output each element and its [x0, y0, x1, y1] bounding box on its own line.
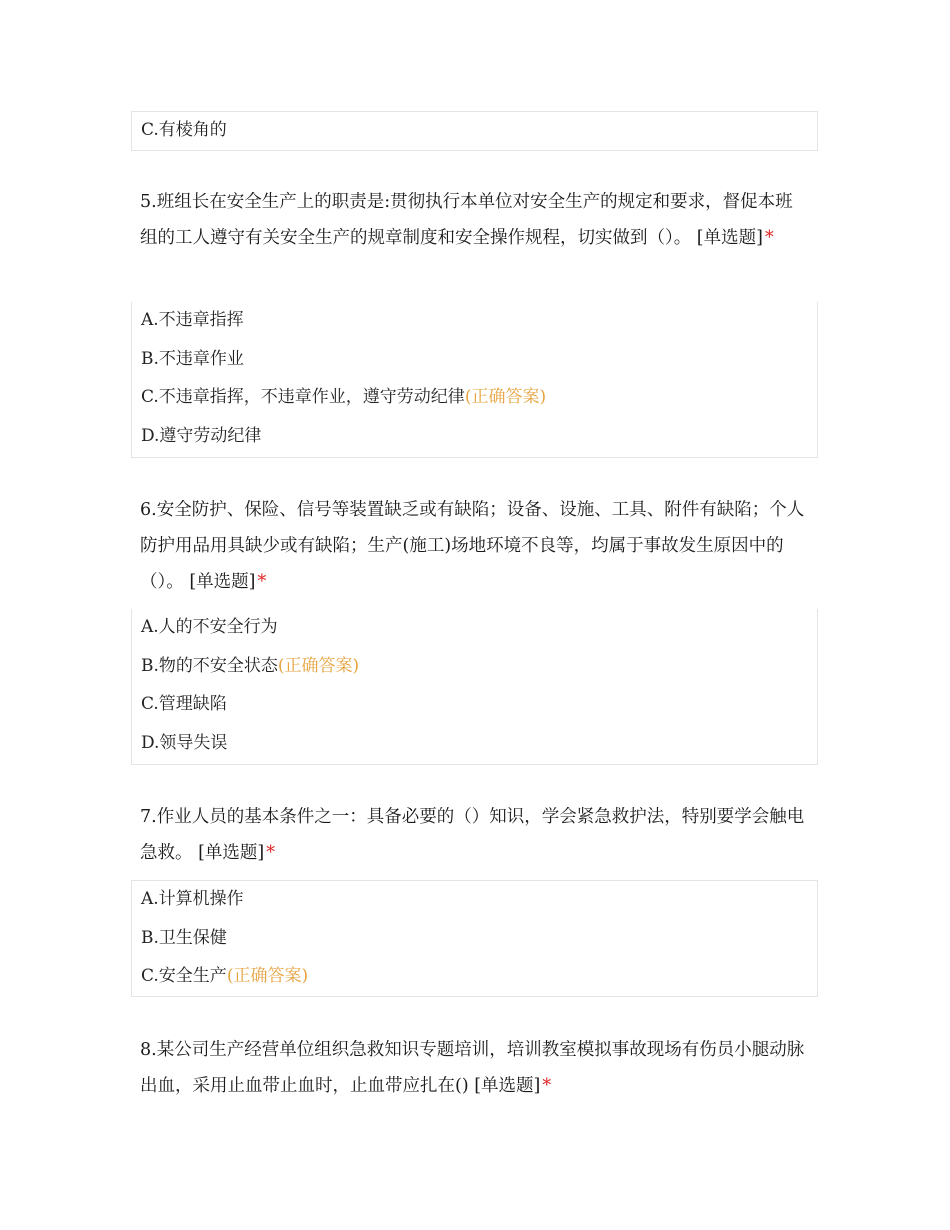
option-b: B.卫生保健 — [141, 928, 227, 948]
option-c: C.安全生产(正确答案) — [141, 966, 309, 986]
q6-options — [131, 609, 818, 765]
option-b: B.不违章作业 — [141, 349, 244, 369]
option-a: A.计算机操作 — [141, 889, 244, 909]
question-text: 5.班组长在安全生产上的职责是:贯彻执行本单位对安全生产的规定和要求，督促本班组的工人遵守有关安全生产的规章制度和安全操作规程，切实做到（）。 [单选题] — [140, 192, 793, 248]
option-a: A.不违章指挥 — [141, 310, 244, 330]
question-text: 8.某公司生产经营单位组织急救知识专题培训，培训教室模拟事故现场有伤员小腿动脉出血，采用止血带止血时，止血带应扎在() [单选题] — [140, 1040, 805, 1096]
q7-options — [131, 880, 818, 997]
correct-answer-label: (正确答案) — [464, 387, 547, 407]
q4-options — [131, 111, 818, 151]
option-c: C.不违章指挥，不违章作业，遵守劳动纪律(正确答案) — [141, 387, 547, 407]
question-text: 6.安全防护、保险、信号等装置缺乏或有缺陷；设备、设施、工具、附件有缺陷；个人防护用品用具缺少或有缺陷；生产(施工)场地环境不良等，均属于事故发生原因中的（）。 [单选题] — [140, 500, 805, 592]
option-b: B.物的不安全状态(正确答案) — [141, 656, 360, 676]
correct-answer-label: (正确答案) — [277, 656, 360, 676]
option-c: C.管理缺陷 — [141, 694, 227, 714]
required-mark: * — [257, 572, 267, 592]
required-mark: * — [764, 228, 774, 248]
question-text: 7.作业人员的基本条件之一：具备必要的（）知识，学会紧急救护法，特别要学会触电急救。 [单选题] — [140, 807, 805, 863]
question-8 — [140, 1032, 810, 1104]
required-mark: * — [542, 1076, 552, 1096]
question-7 — [140, 799, 810, 871]
option-d: D.领导失误 — [141, 733, 228, 753]
option-a: A.人的不安全行为 — [141, 617, 278, 637]
question-5 — [140, 184, 810, 256]
option-c: C.有棱角的 — [141, 120, 227, 140]
correct-answer-label: (正确答案) — [226, 966, 309, 986]
question-6 — [140, 492, 810, 600]
q5-options — [131, 302, 818, 458]
option-d: D.遵守劳动纪律 — [141, 426, 262, 446]
required-mark: * — [266, 843, 275, 863]
